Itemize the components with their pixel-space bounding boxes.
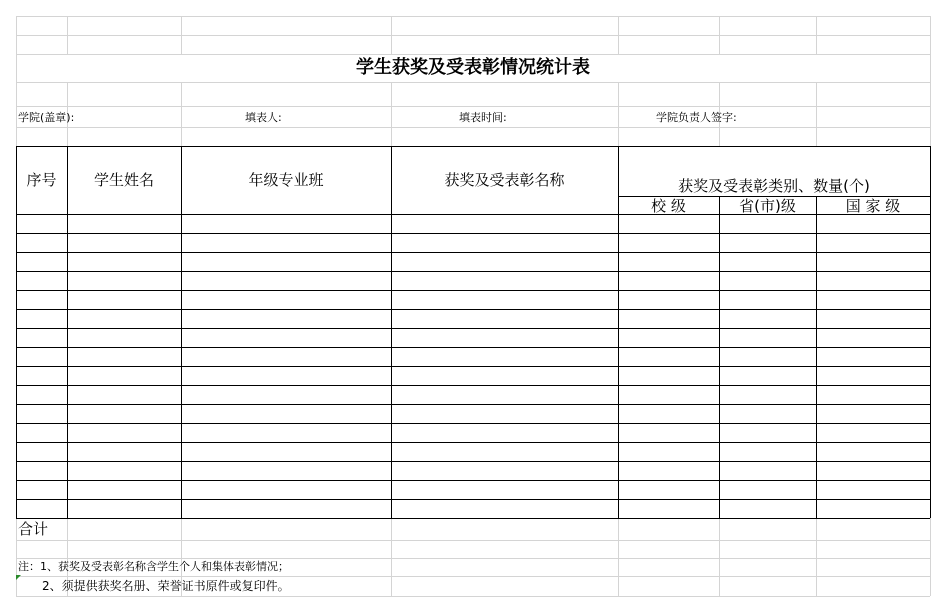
- note-line-1: 注：1、获奖及受表彰名称含学生个人和集体表彰情况；: [18, 560, 289, 573]
- fill-time-label: 填表时间:: [459, 111, 507, 124]
- column-header-province-level: 省(市)级: [739, 197, 796, 215]
- column-header-school-level: 校 级: [651, 197, 686, 215]
- leader-sign-label: 学院负责人签字:: [656, 111, 737, 124]
- cell-comment-marker: [16, 575, 21, 580]
- page-title: 学生获奖及受表彰情况统计表: [356, 57, 590, 78]
- note-line-2: 2、须提供获奖名册、荣誉证书原件或复印件。: [42, 579, 290, 593]
- filler-label: 填表人:: [245, 111, 282, 124]
- column-header-category-group: 获奖及受表彰类别、数量(个): [678, 177, 870, 195]
- column-header-national-level: 国 家 级: [845, 197, 901, 215]
- column-header-grade-major-class: 年级专业班: [248, 171, 324, 189]
- column-header-name: 学生姓名: [93, 171, 154, 189]
- column-header-award-name: 获奖及受表彰名称: [444, 171, 565, 189]
- total-label: 合计: [18, 520, 49, 538]
- column-header-seq: 序号: [26, 171, 57, 189]
- cell-gridlines: [16, 16, 931, 597]
- college-seal-label: 学院(盖章):: [18, 111, 75, 124]
